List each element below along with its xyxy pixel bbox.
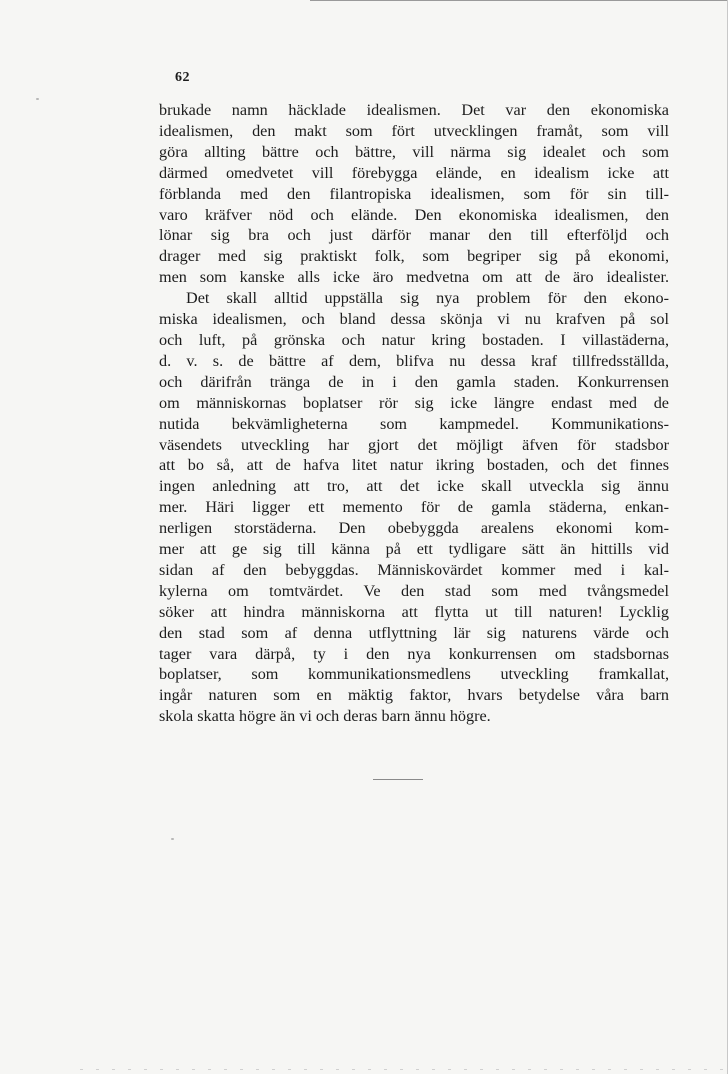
- section-separator-rule: [373, 779, 423, 780]
- text-line: boplatser, som kommunikationsmedlens utveckling framkallat,: [159, 665, 669, 684]
- text-line: göra allting bättre och bättre, vill närma sig idealet och som: [159, 142, 669, 161]
- text-line: drager med sig praktiskt folk, som begriper sig på ekonomi,: [159, 247, 669, 266]
- text-line: nutida bekvämligheterna som kampmedel. Kommunikations-: [159, 414, 669, 433]
- paper-speck: [36, 98, 39, 100]
- text-line: Det skall alltid uppställa sig nya problem för den ekono-: [186, 289, 669, 308]
- page-number: 62: [175, 70, 190, 85]
- text-line: om människornas boplatser rör sig icke längre endast med de: [159, 393, 669, 412]
- text-line: och därifrån tränga de in i den gamla staden. Konkurrensen: [159, 372, 669, 391]
- text-line: förblanda med den filantropiska idealismen, som för sin till-: [159, 184, 669, 203]
- text-line: kylerna om tomtvärdet. Ve den stad som med tvångsmedel: [159, 581, 669, 600]
- text-line: d. v. s. de bättre af dem, blifva nu dessa kraf tillfredsställda,: [159, 351, 669, 370]
- text-line: lönar sig bra och just därför manar den till efterföljd och: [159, 226, 669, 245]
- text-line: väsendets utveckling har gjort det möjligt äfven för stadsbor: [159, 435, 669, 454]
- text-line: ingår naturen som en mäktig faktor, hvars betydelse våra barn: [159, 686, 669, 705]
- text-line: idealismen, den makt som fört utvecklingen framåt, som vill: [159, 121, 669, 140]
- text-line: att bo så, att de hafva litet natur ikring bostaden, och det finnes: [159, 456, 669, 475]
- text-line: men som kanske alls icke äro medvetna om att de äro idealister.: [159, 268, 669, 287]
- body-text: [159, 100, 669, 727]
- text-line: den stad som af denna utflyttning lär sig naturens värde och: [159, 623, 669, 642]
- text-line: mer att ge sig till känna på ett tydligare sätt än hittills vid: [159, 540, 669, 559]
- text-line: söker att hindra människorna att flytta ut till naturen! Lycklig: [159, 602, 669, 621]
- top-edge-rule: [310, 0, 728, 1]
- text-line: varo kräfver nöd och elände. Den ekonomiska idealismen, den: [159, 205, 669, 224]
- text-line: nerligen storstäderna. Den obebyggda arealens ekonomi kom-: [159, 519, 669, 538]
- text-line: och luft, på grönska och natur kring bostaden. I villastäderna,: [159, 330, 669, 349]
- text-line: skola skatta högre än vi och deras barn ännu högre.: [159, 707, 491, 726]
- text-line: miska idealismen, och bland dessa skönja vi nu krafven på sol: [159, 310, 669, 329]
- text-line: sidan af den bebyggdas. Människovärdet kommer med i kal-: [159, 560, 669, 579]
- scan-bottom-edge: [80, 1069, 728, 1070]
- text-line: därmed omedvetet vill förebygga elände, en idealism icke att: [159, 163, 669, 182]
- text-line: tager vara därpå, ty i den nya konkurrensen om stadsbornas: [159, 644, 669, 663]
- text-line: mer. Häri ligger ett memento för de gamla städerna, enkan-: [159, 498, 669, 517]
- text-line: ingen anledning att tro, att det icke skall utveckla sig ännu: [159, 477, 669, 496]
- text-line: brukade namn häcklade idealismen. Det var den ekonomiska: [159, 101, 669, 119]
- paper-speck: [171, 838, 174, 840]
